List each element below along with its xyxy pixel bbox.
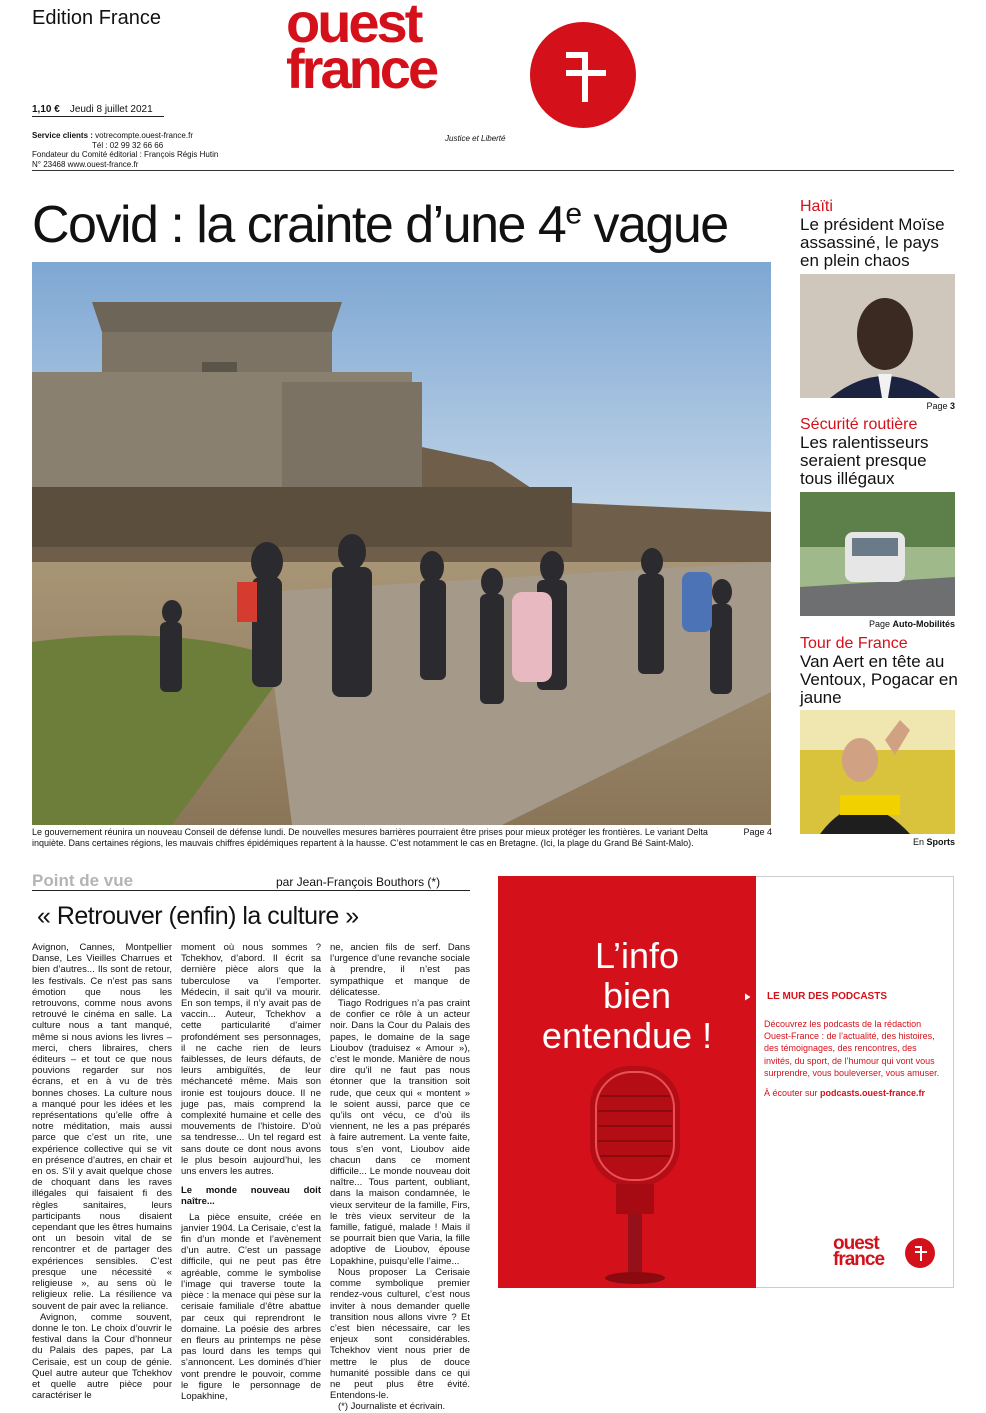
issue-date: Jeudi 8 juillet 2021 [69,104,153,115]
sidebar-headline-tour[interactable]: Van Aert en tête au Ventoux, Pogacar en jaune [800,652,958,707]
caption-page-ref[interactable]: Page 4 [743,827,772,837]
opinion-title[interactable]: « Retrouver (enfin) la culture » [37,902,359,930]
opinion-subheading: Le monde nouveau doit naître... [181,1185,321,1208]
podcast-cta[interactable]: À écouter sur podcasts.ouest-france.fr [764,1088,926,1099]
sidebar-photo-tour[interactable] [800,710,955,834]
point-de-vue-label: Point de vue [32,871,134,890]
ad-ouest-france-logo[interactable]: ouest france [833,1233,885,1270]
service-email[interactable]: votrecompte.ouest-france.fr [95,131,193,140]
founder-line: Fondateur du Comité éditorial : François Régis Hutin [32,150,219,160]
podcast-ad-banner[interactable] [498,876,756,1288]
main-headline[interactable]: Covid : la crainte d’une 4e vague [32,196,728,254]
logo-line-2: france [286,37,437,100]
podcast-url[interactable]: podcasts.ouest-france.fr [820,1088,926,1099]
main-photo-caption: Page 4 Le gouvernement réunira un nouveau Conseil de défense lundi. De nouvelles mesures barrières pourraient être prises pour mieux protéger les frontières. Le variant Delta inquiète. Dans certaines régions, les mauvais chiffres épidémiques repartent à la hausse. C’est notamment le cas en Bretagne. (Ici, la plage du Grand Bé Saint-Malo). [32,827,772,848]
sidebar-headline-securite[interactable]: Les ralentisseurs seraient presque tous illégaux [800,433,929,488]
service-label: Service clients : [32,131,93,140]
service-tel: Tél : 02 99 32 66 66 [92,140,164,150]
sidebar-section-haiti[interactable]: Haïti [800,198,833,215]
sidebar-section-tour[interactable]: Tour de France [800,635,908,652]
ad-logo-circle-icon [905,1238,935,1268]
service-info [32,131,232,169]
sidebar-photo-securite[interactable] [800,492,955,616]
opinion-column-3: ne, ancien fils de serf. Dans l’urgence d’une revanche sociale à prendre, il n’est pas sympathique et manque de délicatesse. Tiago Rodrigues n’a pas craint de confier ce rôle à un acteur noir. Dans la Cour du Palais des papes, le domaine de la sage Lioubov (traduisez « Amour »), c’est le monde. Manière de nous dire qu’il ne faut pas nous étonner que la transition soit rude, que ceux qui « montent » le soient aussi, parce que ce qu’ils ont vécu, ce d’où ils viennent, ne les a pas préparés à faire autrement. La vente faite, tous s’en vont, Lioubov aide chacun dans ce moment difficile... Le monde nouveau doit naître... Tous partent, oubliant, dans la maison condamnée, le vieux serviteur de la famille, Firs, le très vieux serviteur de la famille, fatigué, malade ! Mais il se pourrait bien que Varia, la fille adoptive de Lioubov, épouse Lopakhine, puisqu’elle l’aime... Nous proposer La Cerisaie comme symbolique premier rendez-vous culturel, c’est nous inviter à nous demander quelle transition nous allons vivre ? Et c’est bien nécessaire, car les enjeux sont considérables. Tchekhov vient nous prier de mettre le plus de douce humanité possible dans ce qui ne peut plus être évité. Entendons-le. (*) Journaliste et écrivain. [330,942,470,1413]
price-date-line [32,104,164,117]
microphone-icon [576,1066,694,1291]
opinion-column-1: Avignon, Cannes, Montpellier Danse, Les Vieilles Charrues et bien d’autres... Ils sont de retour, les festivals. Ce n’est pas sans émotion que nous les retrouvons, comme nous avons retrouvé le cinéma en salle. La culture nous a tant manqué, même si nous avions les livres – merci, chers libraires, chers éditeurs – et tout ce que nous pouvions regarder sur nos écrans, et en à vu de très bonnes choses. La culture nous a manqué pour les idées et les représentations qu’elle offre à notre méditation, mais aussi parce que c’est un rite, une expérience collective qui se vit en présence d’autres, en chair et en os. S’il y avait quelque chose de choquant dans les raves illégales qui faisaient fi des règles sanitaires, leurs participants nous disaient cependant que les êtres humains ont un besoin vital de se rencontrer et de partager des expériences sensibles. C’est presque une nécessité « religieuse », au sens où le religieux relie. La résilience va souvent de pair avec la reliance. Avignon, comme souvent, donne le ton. Le choix d’ouvrir le festival dans la Cour d’honneur du Palais des papes, par La Cerisaie, est un coup de génie. Quel autre auteur que Tchekhov et quelle autre pièce pour caractériser le [32,942,172,1402]
sidebar-pageref-securite[interactable]: Page Auto-Mobilités [868,619,955,629]
logo-line-1: ouest [286,0,421,54]
price: 1,10 € [32,104,60,115]
sidebar-pageref-haiti[interactable]: Page 3 [926,401,955,411]
podcast-wall-title: LE MUR DES PODCASTS [767,991,888,1002]
sidebar-section-securite[interactable]: Sécurité routière [800,416,918,433]
sidebar-headline-haiti[interactable]: Le président Moïse assassiné, le pays en plein chaos [800,215,945,270]
opinion-footnote: (*) Journaliste et écrivain. [338,1401,446,1413]
opinion-byline: par Jean-François Bouthors (*) [276,875,441,889]
issue-number: N° 23468 www.ouest-france.fr [32,159,139,169]
sidebar-pageref-tour[interactable]: En Sports [912,837,955,847]
opinion-column-2: moment où nous sommes ? Tchekhov, d’abord. Il écrit sa dernière pièce alors que la tuberculose va l’emporter. Médecin, il sait qu’il va mourir. En son temps, il n’y avait pas de vaccin... Auteur, Tchekhov a cette particularité d’aimer profondément ses personnages, il ne cache rien de leurs faiblesses, de leurs défauts, de leurs ambiguïtés, de leur méchanceté même. Mais son ironie est toujours douce. Il ne juge pas, mais comprend la complexité humaine et celle des mouvements de l’histoire. D’où sa tendresse... Un tel regard est sans doute ce dont nous avons le plus besoin aujourd’hui, les uns envers les autres. Le monde nouveau doit naître... La pièce ensuite, créée en janvier 1904. La Cerisaie, c’est la fin d’un monde et l’avènement d’un autre. C’est un passage difficile, qui ne peut pas être agréable, comme le symbolise l’image qui traverse toute la pièce : la menace qui pèse sur la cerisaie familiale d’être abattue par ceux qui reprendront le domaine. La poésie des arbres en fleurs au printemps ne pèse pas lourd dans les temps qui s’annoncent. Les dominés d’hier vont prendre le pouvoir, comme le figure le personnage de Lopakhine, [181,942,321,1402]
opinion-divider [32,890,470,891]
tagline: Justice et Liberté [445,134,506,143]
podcast-description: Découvrez les podcasts de la rédaction Ouest-France : de l’actualité, des histoires, des témoignages, des rencontres, des invités, du sport, de l’humour qui vont vous surprendre, vous bouleverser, vous amuser. À écouter sur podcasts.ouest-france.fr [764,1018,944,1099]
ad-slogan: L’info bien entendue ! [541,935,713,1056]
ouest-france-logo[interactable] [286,0,437,100]
logo-circle-icon [530,22,636,128]
podcast-play-icon [740,990,754,1004]
masthead-divider [32,170,954,171]
sidebar-photo-haiti[interactable] [800,274,955,398]
edition-label: Edition France [32,7,161,29]
main-photo[interactable] [32,262,771,825]
